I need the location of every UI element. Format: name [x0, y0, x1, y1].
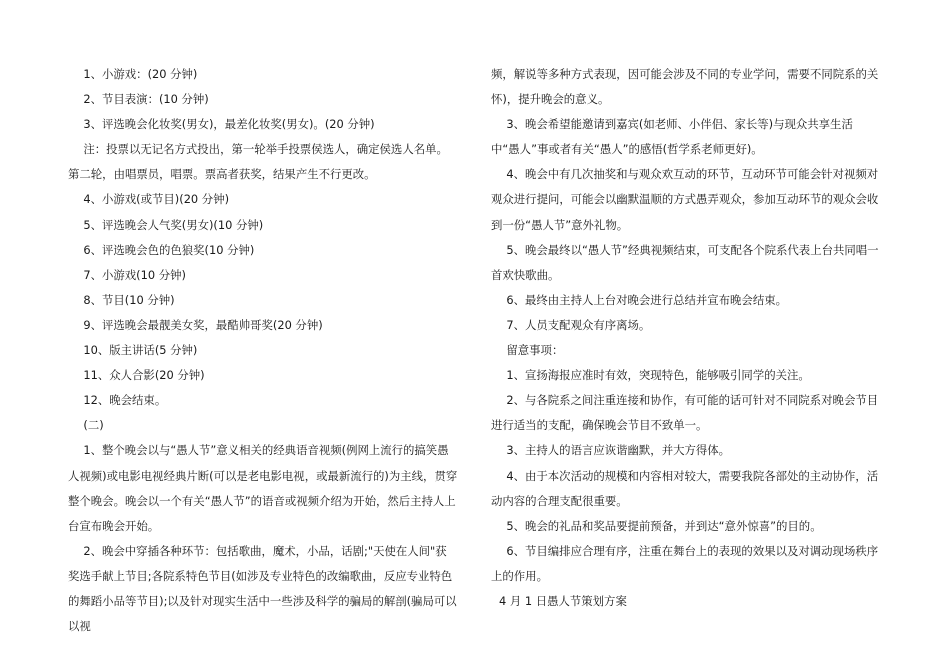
paragraph: 5、评选晚会人气奖(男女)(10 分钟): [83, 217, 264, 232]
paragraph: 2、节目表演：(10 分钟): [83, 92, 209, 107]
document-title-footer: 4 月 1 日愚人节策划方案: [498, 593, 627, 608]
paragraph: 7、小游戏(10 分钟): [83, 267, 186, 282]
paragraph: 5、晚会的礼品和奖品要提前预备，并到达“意外惊喜”的目的。: [506, 518, 822, 533]
paragraph: 1、整个晚会以与“愚人节”意义相关的经典语音视频(例网上流行的搞笑愚人视频)或电影电视经典片断(可以是老电影电视，或最新流行的)为主线，贯穿整个晚会。晚会以一个有关“愚人节”的语音或视频介绍为开始，然后主持人上台宣布晚会开始。: [68, 443, 458, 533]
paragraph: 10、版主讲话(5 分钟): [83, 343, 198, 358]
paragraph: 6、节目编排应合理有序，注重在舞台上的表现的效果以及对调动现场秩序上的作用。: [491, 543, 879, 583]
continued-paragraph: 频，解说等多种方式表现，因可能会涉及不同的专业学问，需要不同院系的关怀)，提升晚会的意义。: [491, 67, 879, 107]
paragraph: 4、小游戏(或节目)(20 分钟): [83, 192, 230, 207]
paragraph: 11、众人合影(20 分钟): [83, 368, 205, 383]
paragraph: 4、由于本次活动的规模和内容相对较大，需要我院各部处的主动协作，活动内容的合理支配很重要。: [491, 468, 879, 508]
paragraph: 3、评选晚会化妆奖(男女)，最差化妆奖(男女)。(20 分钟): [83, 117, 375, 132]
paragraph: 12、晚会结束。: [83, 393, 167, 408]
paragraph: 9、评选晚会最靓美女奖，最酷帅哥奖(20 分钟): [83, 317, 323, 332]
paragraph: 8、节目(10 分钟): [83, 292, 175, 307]
paragraph: 5、晚会最终以“愚人节”经典视频结束，可支配各个院系代表上台共同唱一首欢快歌曲。: [491, 242, 879, 282]
left-column: [68, 62, 458, 639]
note-paragraph: 注：投票以无记名方式投出，第一轮举手投票侯选人，确定侯选人名单。第二轮，由唱票员，唱票。票高者获奖，结果产生不行更改。: [68, 142, 448, 182]
paragraph: 6、评选晚会色的色狼奖(10 分钟): [83, 242, 255, 257]
paragraph: 1、小游戏：(20 分钟): [83, 67, 198, 81]
paragraph: 1、宣扬海报应准时有效，突现特色，能够吸引同学的关注。: [506, 368, 810, 383]
paragraph: 6、最终由主持人上台对晚会进行总结并宣布晚会结束。: [506, 292, 787, 307]
paragraph: 4、晚会中有几次抽奖和与观众欢互动的环节，互动环节可能会针对视频对观众进行提问，可能会以幽默温顺的方式愚弄观众，参加互动环节的观众会收到一份“愚人节”意外礼物。: [491, 167, 879, 232]
paragraph: 3、主持人的语言应诙谐幽默，并大方得体。: [506, 443, 731, 458]
section-heading: 留意事项：: [506, 343, 564, 358]
paragraph: 3、晚会希望能邀请到嘉宾(如老师、小伴侣、家长等)与现众共享生活中“愚人”事或者有关“愚人”的感悟(哲学系老师更好)。: [491, 117, 853, 157]
paragraph: 2、晚会中穿插各种环节：包括歌曲，魔术，小品，话剧;"天使在人间"获奖选手献上节目;各院系特色节目(如涉及专业特色的改编歌曲，反应专业特色的舞蹈小品等节目);以及针对现实生活中一些涉及科学的骗局的解剖(骗局可以以视: [68, 543, 457, 634]
paragraph: 7、人员支配观众有序离场。: [506, 317, 651, 332]
section-heading: (二): [83, 418, 104, 433]
right-column: [491, 62, 881, 614]
paragraph: 2、与各院系之间注重连接和协作，有可能的话可针对不同院系对晚会节目进行适当的支配，确保晚会节目不致单一。: [491, 393, 879, 433]
